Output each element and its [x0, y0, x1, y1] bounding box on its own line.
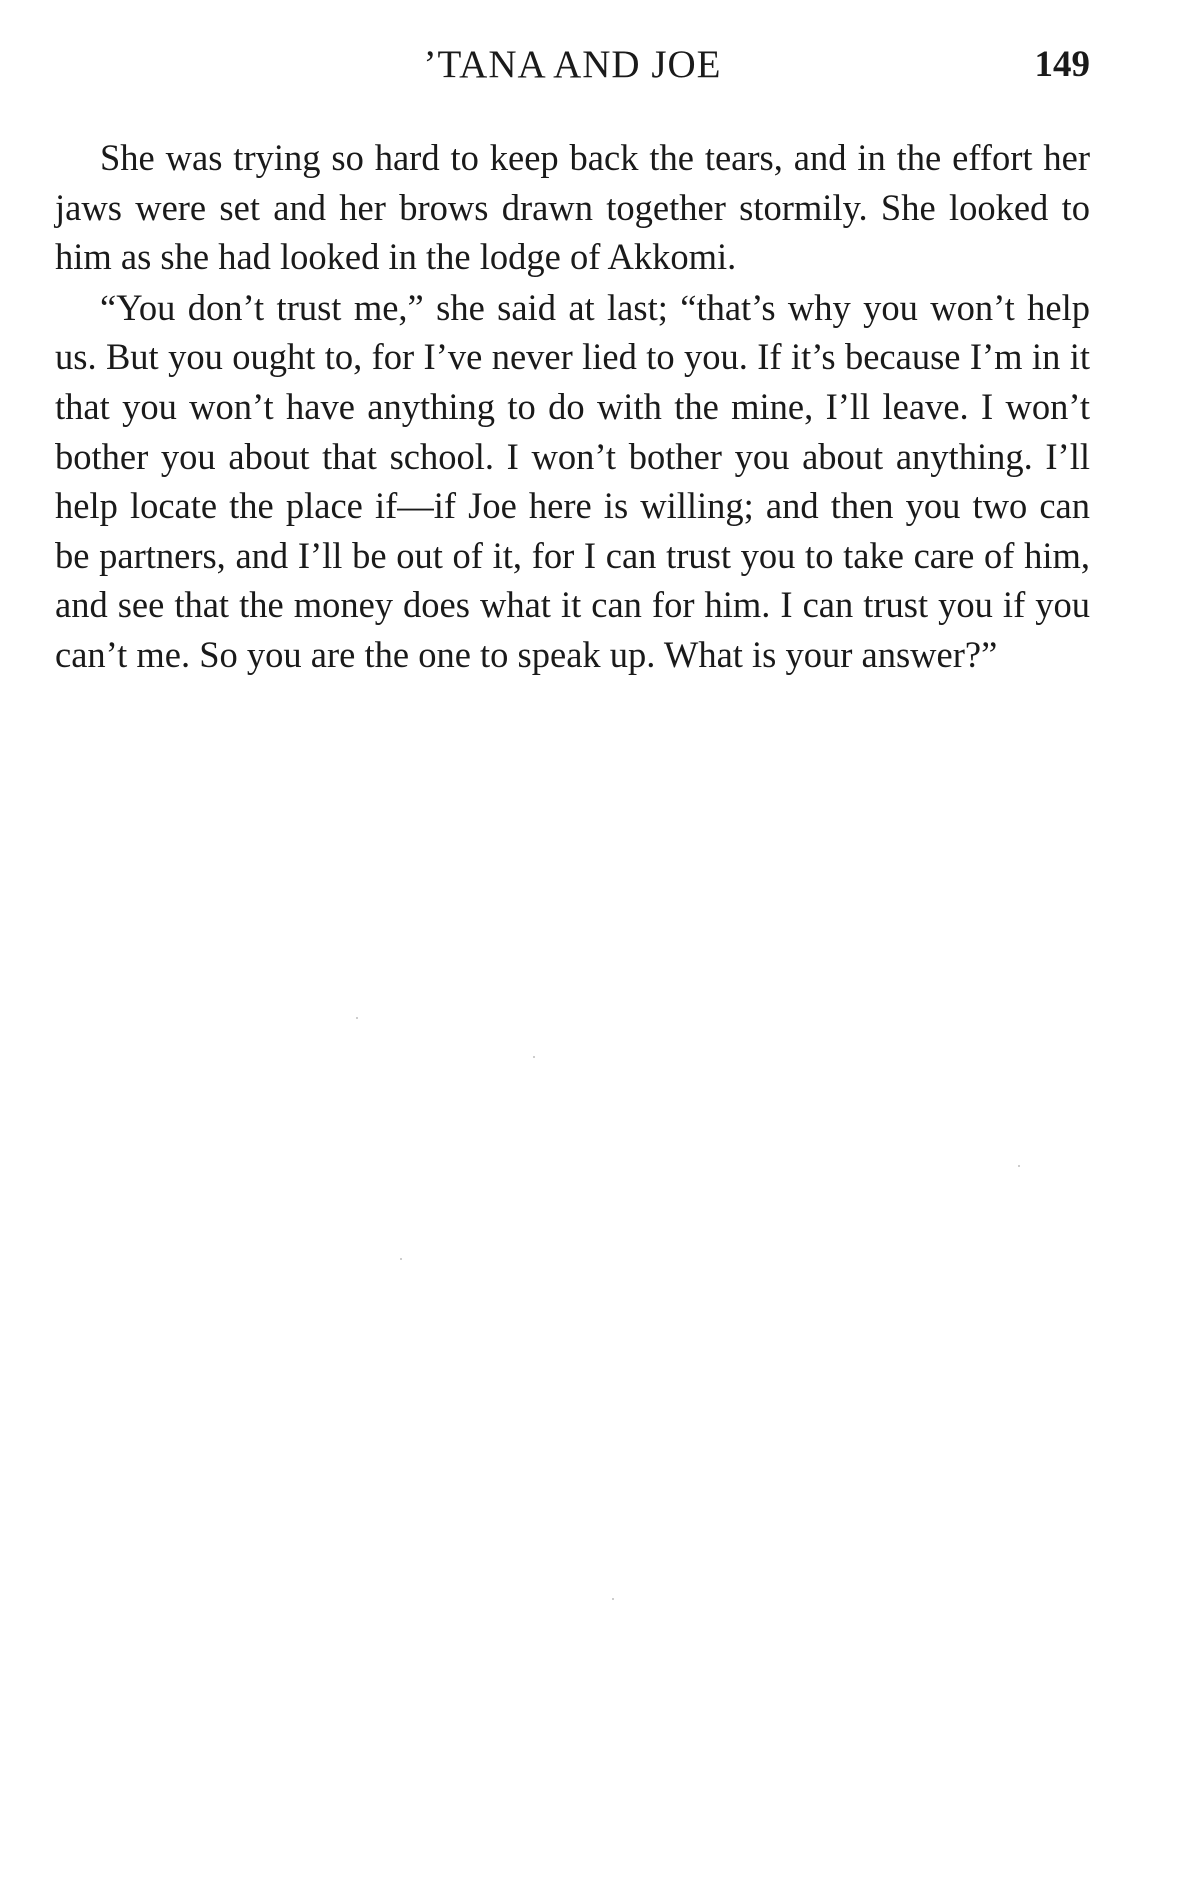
scan-speck [400, 1258, 402, 1260]
running-head [55, 40, 1090, 90]
page-number: 149 [1034, 44, 1090, 85]
scan-speck [356, 1017, 358, 1019]
scan-speck [612, 1598, 614, 1600]
running-title: ’TANA AND JOE [423, 43, 722, 86]
scan-speck [1018, 1165, 1020, 1167]
paragraph-2: “You don’t trust me,” she said at last; “that’s why you won’t help us. But you ought to, for I’ve never lied to you. If it’s because I’m in it that you won’t have anything to do with the mine, I’ll leave. I won’t bother you about that school. I won’t bother you about anything. I’ll help locate the place if—if Joe here is willing; and then you two can be partners, and I’ll be out of it, for I can trust you to take care of him, and see that the money does what it can for him. I can trust you if you can’t me. So you are the one to speak up. What is your answer?” [55, 286, 1090, 675]
scan-speck [533, 1056, 535, 1058]
paragraph-1: She was trying so hard to keep back the tears, and in the effort her jaws were set and her brows drawn together stormily. She looked to him as she had looked in the lodge of Akkomi. [55, 137, 1090, 278]
body-text [55, 133, 1090, 680]
